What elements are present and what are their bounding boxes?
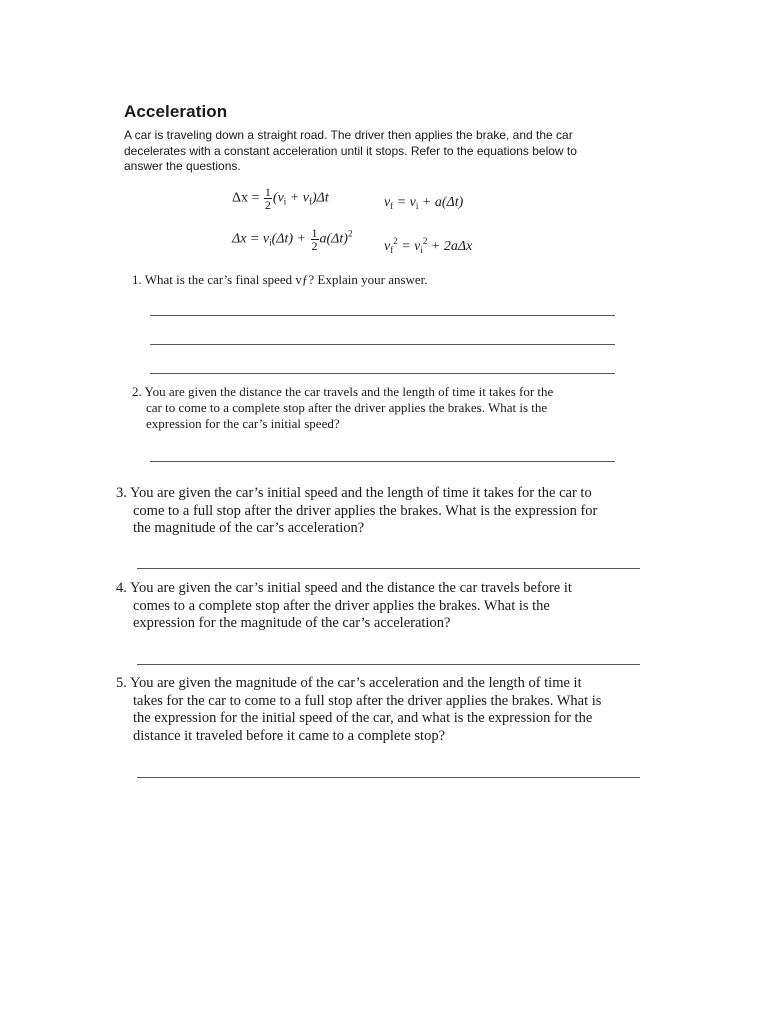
question-1-number: 1. (132, 272, 142, 287)
equation-final-velocity (384, 195, 463, 211)
question-2-number: 2. (132, 384, 142, 399)
eq3-frac-num: 1 (311, 226, 318, 240)
answer-line-1a[interactable] (150, 315, 615, 316)
equation-velocity-squared (384, 236, 472, 255)
eq3-sub-i: i (269, 237, 272, 248)
question-3 (116, 485, 656, 538)
question-4-line-1: You are given the car’s initial speed and the distance the car travels before it (129, 580, 572, 596)
answer-line-1b[interactable] (150, 344, 615, 345)
question-5-line-3: the expression for the initial speed of the car, and what is the expression for the (133, 710, 593, 726)
eq1-sub-i: i (283, 196, 287, 207)
question-5-number: 5. (116, 675, 127, 691)
question-3-line-3: the magnitude of the car’s acceleration? (133, 520, 365, 536)
eq1-lhs: Δx = (232, 190, 260, 206)
question-5 (116, 675, 656, 745)
eq3-fraction (311, 227, 319, 252)
eq2-rhs: + a(Δt) (418, 195, 464, 210)
question-4-line-2: comes to a complete stop after the driver applies the brakes. What is the (133, 597, 550, 614)
answer-line-1c[interactable] (150, 373, 615, 374)
eq4-sub-f: f (390, 245, 394, 255)
page-title: Acceleration (124, 102, 228, 121)
eq4-mid: = v (397, 239, 421, 254)
question-2 (132, 384, 652, 432)
question-3-line-1: You are given the car’s initial speed and the length of time it takes for the car to (129, 485, 592, 501)
question-5-line-1: You are given the magnitude of the car’s acceleration and the length of time it (129, 675, 582, 691)
eq1-frac-den: 2 (264, 198, 271, 212)
question-4-number: 4. (116, 580, 127, 596)
eq4-rhs: + 2aΔx (427, 239, 473, 254)
question-5-line-2: takes for the car to come to a full stop after the driver applies the brakes. What is (133, 692, 602, 709)
eq1-plus: + v (286, 190, 309, 206)
eq1-fraction (264, 186, 272, 211)
eq4-lhs: v (384, 239, 391, 254)
question-4 (116, 580, 656, 633)
eq2-mid: = v (393, 195, 416, 210)
intro-paragraph: A car is traveling down a straight road. The driver then applies the brake, and the car decelerates with a constant acceleration until it stops. Refer to the equations below to answer the questions. (124, 128, 577, 173)
eq2-mid-sub: i (415, 201, 419, 211)
question-2-line-1: You are given the distance the car travels and the length of time it takes for the (144, 384, 554, 399)
question-4-line-3: expression for the magnitude of the car’s acceleration? (133, 615, 451, 631)
answer-line-3[interactable] (137, 568, 640, 569)
question-2-line-2: car to come to a complete stop after the driver applies the brakes. What is the (146, 400, 548, 415)
eq4-sub-i: i (420, 245, 423, 255)
answer-line-5[interactable] (137, 777, 640, 778)
question-3-line-2: come to a full stop after the driver applies the brakes. What is the expression for (133, 502, 598, 519)
eq3-mid: (Δt) + (271, 231, 306, 247)
question-5-line-4: distance it traveled before it came to a complete stop? (133, 727, 446, 744)
eq4-sup-2: 2 (422, 236, 428, 246)
answer-line-4[interactable] (137, 664, 640, 665)
eq2-lhs: v (384, 195, 391, 210)
question-3-number: 3. (116, 485, 127, 501)
question-1 (132, 272, 652, 288)
eq3-sup: 2 (347, 228, 353, 239)
equation-displacement-kinematic (232, 227, 352, 252)
eq3-frac-den: 2 (311, 239, 318, 253)
eq3-lhs: Δx = v (232, 231, 270, 247)
eq3-rhs: a(Δt) (319, 231, 348, 247)
question-1-text: What is the car’s final speed vƒ? Explain your answer. (144, 272, 428, 287)
eq2-lhs-sub: f (390, 201, 394, 211)
eq1-frac-num: 1 (264, 185, 271, 199)
eq1-open: (v (272, 190, 284, 206)
answer-line-2[interactable] (150, 461, 615, 462)
eq1-sub-f: f (308, 196, 312, 207)
equation-displacement-average (232, 186, 329, 211)
question-2-line-3: expression for the car’s initial speed? (146, 416, 340, 431)
eq4-sup-1: 2 (393, 236, 398, 246)
eq1-close: )Δt (311, 190, 329, 206)
